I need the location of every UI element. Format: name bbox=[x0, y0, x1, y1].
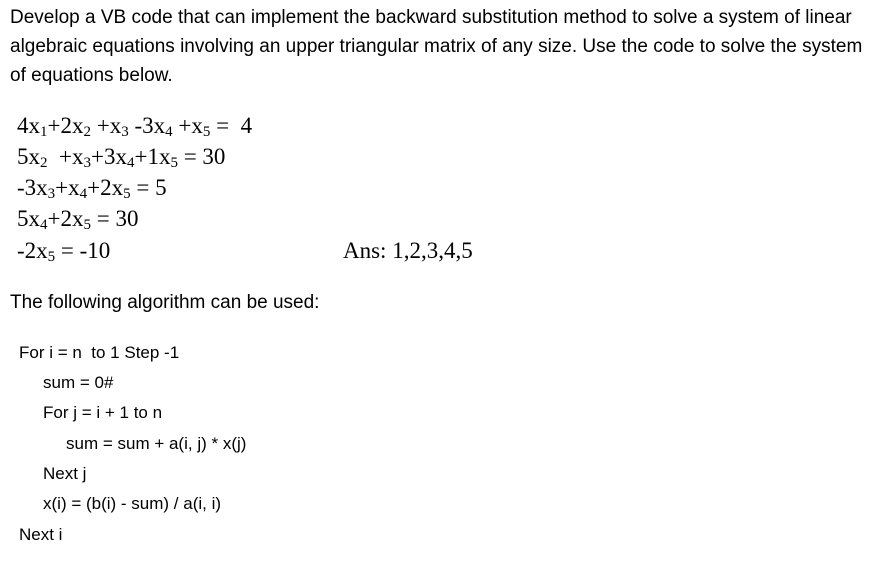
subscript: 3 bbox=[83, 155, 91, 171]
algorithm-heading: The following algorithm can be used: bbox=[10, 292, 320, 313]
code-line: sum = sum + a(i, j) * x(j) bbox=[66, 434, 247, 453]
equation-4: $5x_4+2x_5 = 30$ bbox=[17, 206, 139, 233]
subscript: 5 bbox=[47, 249, 56, 265]
code-line: For j = i + 1 to n bbox=[43, 403, 163, 422]
subscript: 5 bbox=[202, 124, 211, 140]
code-line: sum = 0# bbox=[43, 373, 114, 392]
subscript: 2 bbox=[40, 155, 48, 171]
equation-3: $-3x_3+x_4+2x_5 = 5$ bbox=[17, 175, 167, 202]
answer-text: Ans: 1,2,3,4,5 bbox=[343, 238, 473, 263]
subscript: 5 bbox=[83, 217, 91, 233]
subscript: 4 bbox=[126, 155, 135, 171]
code-line: x(i) = (b(i) - sum) / a(i, i) bbox=[43, 494, 222, 513]
subscript: 3 bbox=[121, 124, 129, 140]
problem-statement: Develop a VB code that can implement the backward substitution method to solve a system of linear algebraic equations involving an upper triangular matrix of any size. Use the code to solve the system of equations below. bbox=[10, 7, 863, 86]
equation-5: $-2x_5 = -10$ bbox=[17, 238, 111, 265]
subscript: 2 bbox=[83, 124, 91, 140]
subscript: 5 bbox=[123, 186, 131, 202]
subscript: 3 bbox=[47, 186, 56, 202]
subscript: 5 bbox=[170, 155, 178, 171]
subscript: 4 bbox=[40, 217, 48, 233]
code-line: Next i bbox=[19, 525, 63, 544]
equation-2: $5x_2 +x_3+3x_4+1x_5 = 30$ bbox=[17, 144, 226, 171]
code-line: For i = n to 1 Step -1 bbox=[19, 343, 180, 362]
subscript: 4 bbox=[165, 124, 173, 140]
subscript: 4 bbox=[79, 186, 88, 202]
code-line: Next j bbox=[43, 464, 87, 483]
subscript: 1 bbox=[40, 124, 48, 140]
equation-1: $4x_1+2x_2 +x_3$ $-3x_4 +x_5 = 4$ bbox=[17, 113, 253, 140]
